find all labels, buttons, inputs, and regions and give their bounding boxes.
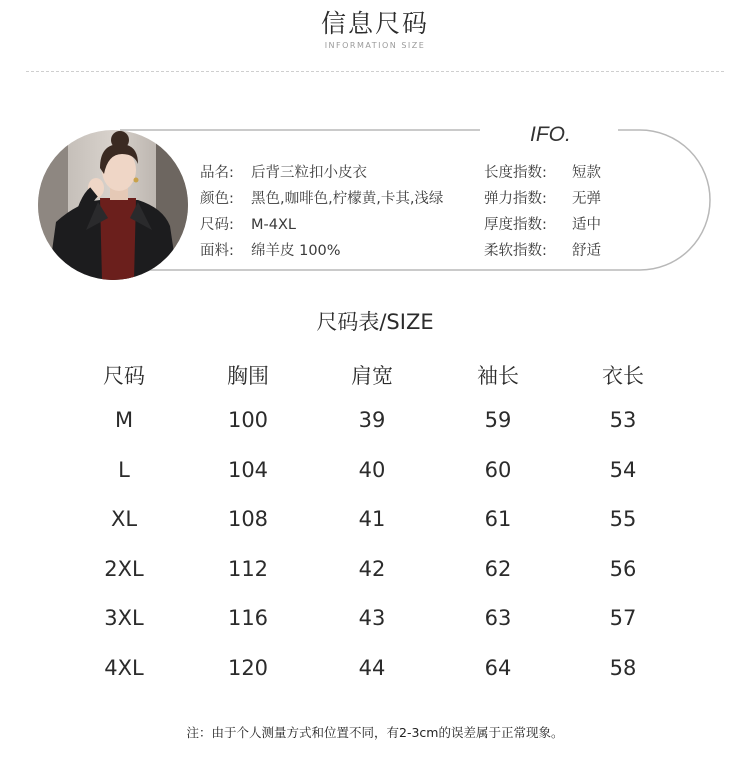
table-cell: 116 xyxy=(227,606,269,630)
info-value: 舒适 xyxy=(572,243,601,259)
table-header-cell: 肩宽 xyxy=(351,364,393,388)
info-row-size xyxy=(200,213,296,234)
table-cell: 62 xyxy=(484,557,512,581)
table-cell: 60 xyxy=(484,458,512,482)
info-row-thickness xyxy=(484,213,601,234)
page-title: 信息尺码 xyxy=(320,9,429,38)
table-header-cell: 尺码 xyxy=(103,364,145,388)
table-row-size: 3XL xyxy=(104,606,144,630)
table-cell: 63 xyxy=(484,606,512,630)
info-row-fabric xyxy=(200,239,341,260)
table-cell: 43 xyxy=(358,606,386,630)
size-table-title: 尺码表/SIZE xyxy=(316,310,434,334)
table-cell: 44 xyxy=(358,656,386,680)
table-row-size: L xyxy=(118,458,130,482)
info-value: 短款 xyxy=(572,165,601,181)
table-row-size: XL xyxy=(110,507,138,531)
table-header-cell: 衣长 xyxy=(602,364,644,388)
table-cell: 64 xyxy=(484,656,512,680)
info-row-elasticity xyxy=(484,187,601,208)
table-cell: 112 xyxy=(227,557,269,581)
model-photo xyxy=(38,130,188,280)
table-cell: 54 xyxy=(609,458,637,482)
footnote: 注：由于个人测量方式和位置不同，有2-3cm的误差属于正常现象。 xyxy=(186,725,564,740)
info-value: 无弹 xyxy=(572,191,601,207)
table-cell: 120 xyxy=(227,656,269,680)
info-value: 黑色,咖啡色,柠檬黄,卡其,浅绿 xyxy=(251,191,444,207)
table-cell: 53 xyxy=(609,408,637,432)
table-cell: 55 xyxy=(609,507,637,531)
table-row-size: 2XL xyxy=(104,557,144,581)
table-row-size: M xyxy=(114,408,134,432)
table-cell: 57 xyxy=(609,606,637,630)
table-cell: 108 xyxy=(227,507,269,531)
page-subtitle: INFORMATION SIZE xyxy=(324,41,426,50)
table-cell: 40 xyxy=(358,458,386,482)
table-cell: 39 xyxy=(358,408,386,432)
table-cell: 58 xyxy=(609,656,637,680)
info-label: IFO. xyxy=(530,123,571,146)
info-row-name xyxy=(200,161,367,182)
table-cell: 56 xyxy=(609,557,637,581)
table-cell: 61 xyxy=(484,507,512,531)
info-value: 后背三粒扣小皮衣 xyxy=(251,165,367,181)
info-row-softness xyxy=(484,239,601,260)
info-row-length xyxy=(484,161,601,182)
info-key: 颜色: xyxy=(200,191,234,207)
table-row-size: 4XL xyxy=(104,656,144,680)
info-key: 柔软指数: xyxy=(484,243,547,259)
info-key: 尺码: xyxy=(200,217,234,233)
info-key: 长度指数: xyxy=(484,165,547,181)
table-header-cell: 袖长 xyxy=(477,364,519,388)
table-cell: 42 xyxy=(358,557,386,581)
info-key: 厚度指数: xyxy=(484,217,547,233)
info-key: 品名: xyxy=(200,165,234,181)
info-row-color xyxy=(200,187,443,208)
table-header-cell: 胸围 xyxy=(227,364,269,388)
table-cell: 41 xyxy=(358,507,386,531)
info-value: 绵羊皮 100% xyxy=(251,243,341,259)
table-cell: 104 xyxy=(227,458,269,482)
info-key: 弹力指数: xyxy=(484,191,547,207)
info-key: 面料: xyxy=(200,243,234,259)
info-value: M-4XL xyxy=(251,217,296,233)
table-cell: 100 xyxy=(227,408,269,432)
info-value: 适中 xyxy=(572,217,601,233)
table-cell: 59 xyxy=(484,408,512,432)
